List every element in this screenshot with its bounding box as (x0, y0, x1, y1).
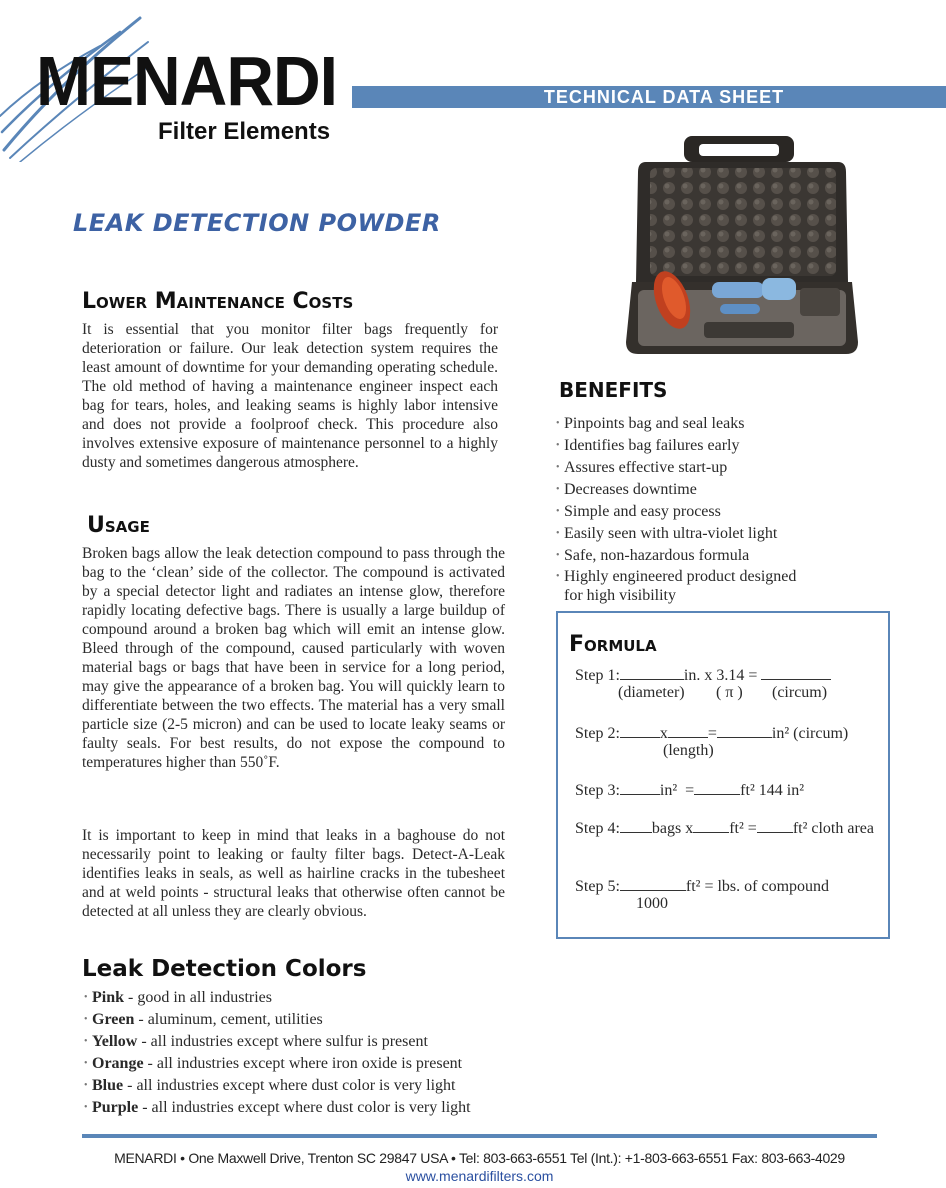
bullet-icon: • (84, 1102, 88, 1113)
colors-heading: Leak Detection Colors (82, 956, 367, 982)
footer-contact: MENARDI • One Maxwell Drive, Trenton SC 29847 USA • Tel: 803-663-6551 Tel (Int.): +1-803-663-6551 Fax: 803-663-4029 (114, 1150, 845, 1166)
footer-divider (82, 1134, 877, 1138)
benefits-list (554, 413, 854, 605)
list-item: • Blue - all industries except where dust color is very light (82, 1075, 522, 1097)
list-item: • Easily seen with ultra-violet light (554, 523, 854, 545)
usage-text-2: It is important to keep in mind that leaks in a baghouse do not necessarily point to leaking or faulty filter bags. Detect-A-Leak identifies leaks in seals, as well as hairline cracks in the tubesheet and at weld points - structural leaks that otherwise often cannot be detected at all unless they are clearly obvious. (82, 827, 505, 920)
bullet-icon: • (84, 1058, 88, 1069)
footer-website-link[interactable]: www.menardifilters.com (405, 1168, 554, 1184)
formula-length-label: (length) (663, 742, 714, 759)
lower-costs-heading: Lower Maintenance Costs (82, 289, 354, 314)
list-item: • Purple - all industries except where dust color is very light (82, 1097, 522, 1119)
formula-pi-label: ( π ) (716, 684, 743, 701)
leak-detection-kit-image (624, 132, 860, 362)
bullet-icon: • (556, 418, 560, 429)
lower-costs-text: It is essential that you monitor filter bags frequently for deterioration or failure. Our leak detection system requires the least amount of downtime for your demanding operating schedule. The old method of having a maintenance engineer inspect each bag for tears, holes, and leaking seams is highly labor intensive and does not provide a foolproof check. This procedure also involves extensive exposure of maintenance personnel to a highly dusty and sometimes dangerous atmosphere. (82, 321, 498, 471)
list-item: • Assures effective start-up (554, 457, 854, 479)
bullet-icon: • (556, 528, 560, 539)
bullet-icon: • (556, 571, 560, 582)
list-item: for high visibility (564, 587, 676, 604)
bullet-icon: • (556, 484, 560, 495)
benefits-heading: BENEFITS (559, 378, 668, 402)
list-item: • Green - aluminum, cement, utilities (82, 1009, 522, 1031)
document-title: LEAK DETECTION POWDER (73, 209, 441, 237)
formula-diameter-label: (diameter) (618, 684, 685, 701)
list-item: • Decreases downtime (554, 479, 854, 501)
formula-circum-label: (circum) (772, 684, 828, 701)
banner-title: TECHNICAL DATA SHEET (543, 87, 785, 107)
list-item: • Pinpoints bag and seal leaks (554, 413, 854, 435)
formula-step-1: Step 1: in. x 3.14 = (575, 665, 831, 685)
list-item: • Identifies bag failures early (554, 435, 854, 457)
list-item: • Pink - good in all industries (82, 987, 522, 1009)
bullet-icon: • (84, 1080, 88, 1091)
list-item: • Yellow - all industries except where sulfur is present (82, 1031, 522, 1053)
colors-list (82, 987, 522, 1119)
list-item: • Highly engineered product designed (556, 568, 797, 585)
bullet-icon: • (556, 550, 560, 561)
formula-step-2: Step 2: x = in² (circum) (575, 725, 849, 742)
usage-text: Broken bags allow the leak detection compound to pass through the bag to the ‘clean’ side of the collector. The compound is activated by a special detector light and radiates an intense glow, therefore rapidly locating defective bags. There is usually a large buildup of compound around a broken bag which will emit an intense glow. Bleed through of the compound, caused particularly with woven material bags or bags that have been in service for a long period, may give the appearance of a broken bag. You will quickly learn to differentiate between the two effects. The material has a very small particle size (2-5 micron) and can be used to locate leaky seams or faulty seals. For best results, do not expose the compound to temperatures higher than 550˚F. (82, 545, 505, 771)
bullet-icon: • (556, 462, 560, 473)
formula-step-5: Step 5: ft² = lbs. of compound (575, 878, 830, 895)
bullet-icon: • (84, 992, 88, 1003)
bullet-icon: • (556, 506, 560, 517)
formula-denominator: 1000 (636, 895, 668, 912)
formula-step-3: Step 3: in² = ft² 144 in² (575, 782, 804, 799)
bullet-icon: • (84, 1014, 88, 1025)
list-item: • Simple and easy process (554, 501, 854, 523)
usage-heading: Usage (87, 513, 150, 538)
list-item: • Safe, non-hazardous formula (554, 545, 854, 567)
bullet-icon: • (84, 1036, 88, 1047)
logo-subtitle: Filter Elements (158, 118, 331, 145)
bullet-icon: • (556, 440, 560, 451)
formula-heading: Formula (569, 632, 657, 657)
formula-step-4: Step 4: bags x ft² = ft² cloth area (575, 820, 875, 837)
company-logo: MENARDI (36, 42, 337, 120)
list-item: • Orange - all industries except where iron oxide is present (82, 1053, 522, 1075)
